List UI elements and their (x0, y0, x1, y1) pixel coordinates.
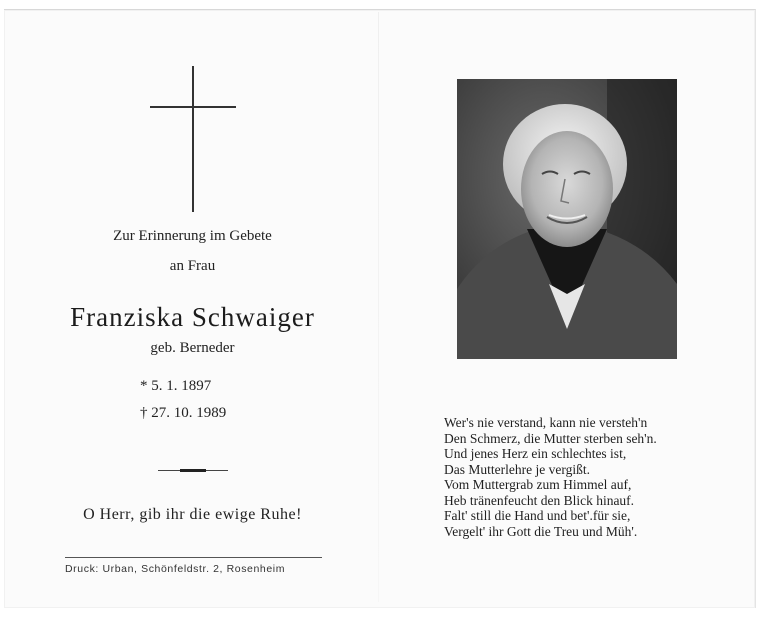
poem-line: Das Mutterlehre je vergißt. (444, 461, 590, 477)
ornament-divider (158, 469, 228, 473)
birth-date: * 5. 1. 1897 (140, 378, 212, 394)
cross-icon (150, 66, 236, 212)
poem-line: Heb tränenfeucht den Blick hinauf. (444, 492, 635, 508)
printer-rule (65, 557, 322, 558)
printer-imprint: Druck: Urban, Schönfeldstr. 2, Rosenheim (65, 563, 286, 575)
poem-line: Falt' still die Hand und bet'.für sie, (444, 508, 631, 523)
intro-line-1: Zur Erinnerung im Gebete (113, 228, 272, 244)
poem-line: Den Schmerz, die Mutter sterben seh'n. (444, 430, 657, 446)
poem-line: Wer's nie verstand, kann nie versteh'n (444, 415, 648, 430)
deceased-name: Franziska Schwaiger (70, 302, 315, 332)
prayer-text: O Herr, gib ihr die ewige Ruhe! (83, 506, 302, 523)
poem (444, 415, 744, 539)
intro-line-2: an Frau (169, 258, 216, 274)
poem-line: Vom Muttergrab zum Himmel auf, (444, 477, 632, 492)
death-date: † 27. 10. 1989 (140, 405, 227, 421)
maiden-name: geb. Berneder (150, 340, 235, 356)
poem-line: Vergelt' ihr Gott die Treu und Müh'. (444, 523, 638, 539)
poem-line: Und jenes Herz ein schlechtes ist, (444, 446, 627, 461)
portrait-photo (457, 79, 677, 359)
card-fold-line (378, 12, 379, 602)
